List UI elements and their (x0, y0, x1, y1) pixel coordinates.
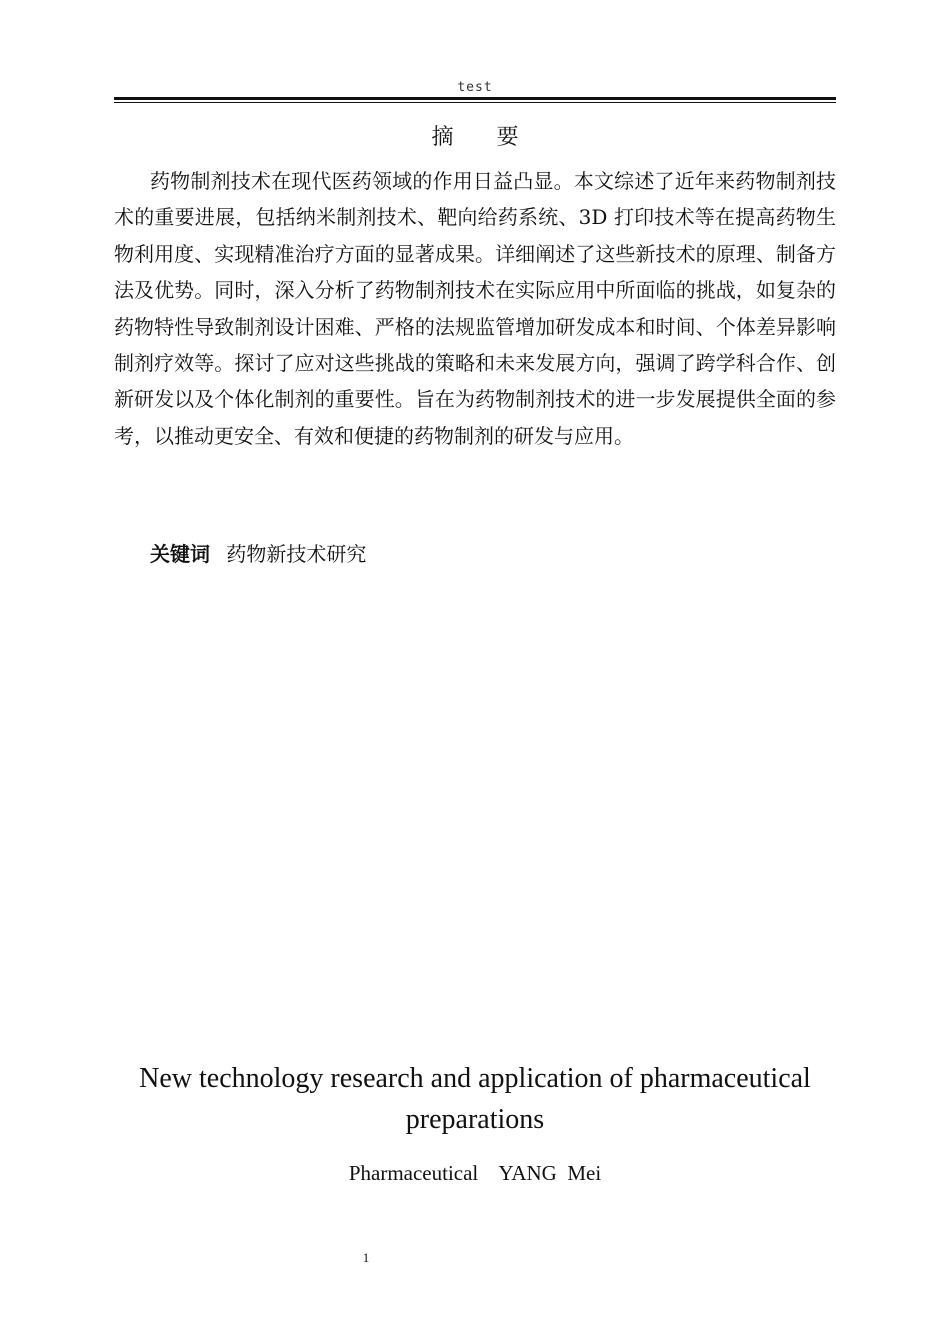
abstract-title: 摘 要 (431, 125, 537, 150)
running-header: test (457, 80, 493, 95)
abstract-body: 药物制剂技术在现代医药领域的作用日益凸显。本文综述了近年来药物制剂技术的重要进展，包括纳米制剂技术、靶向给药系统、3D 打印技术等在提高药物生物利用度、实现精准治疗方面的显著成果。详细阐述了这些新技术的原理、制备方法及优势。同时，深入分析了药物制剂技术在实际应用中所面临的挑战，如复杂的药物特性导致制剂设计困难、严格的法规监管增加研发成本和时间、个体差异影响制剂疗效等。探讨了应对这些挑战的策略和未来发展方向，强调了跨学科合作、创新研发以及个体化制剂的重要性。旨在为药物制剂技术的进一步发展提供全面的参考，以推动更安全、有效和便捷的药物制剂的研发与应用。 (114, 169, 836, 448)
keywords-line (150, 536, 366, 572)
english-department: Pharmaceutical (348, 1161, 479, 1185)
keywords-value: 药物新技术研究 (226, 542, 367, 566)
header-rule-thin (114, 102, 836, 103)
english-author: YANG Mei (498, 1161, 602, 1185)
keywords-label: 关键词 (150, 542, 210, 566)
english-author-line (0, 1158, 950, 1188)
page-number: 1 (362, 1250, 370, 1265)
english-title: New technology research and application of pharmaceutical preparations (139, 1063, 811, 1135)
header-rule-thick (114, 97, 836, 100)
